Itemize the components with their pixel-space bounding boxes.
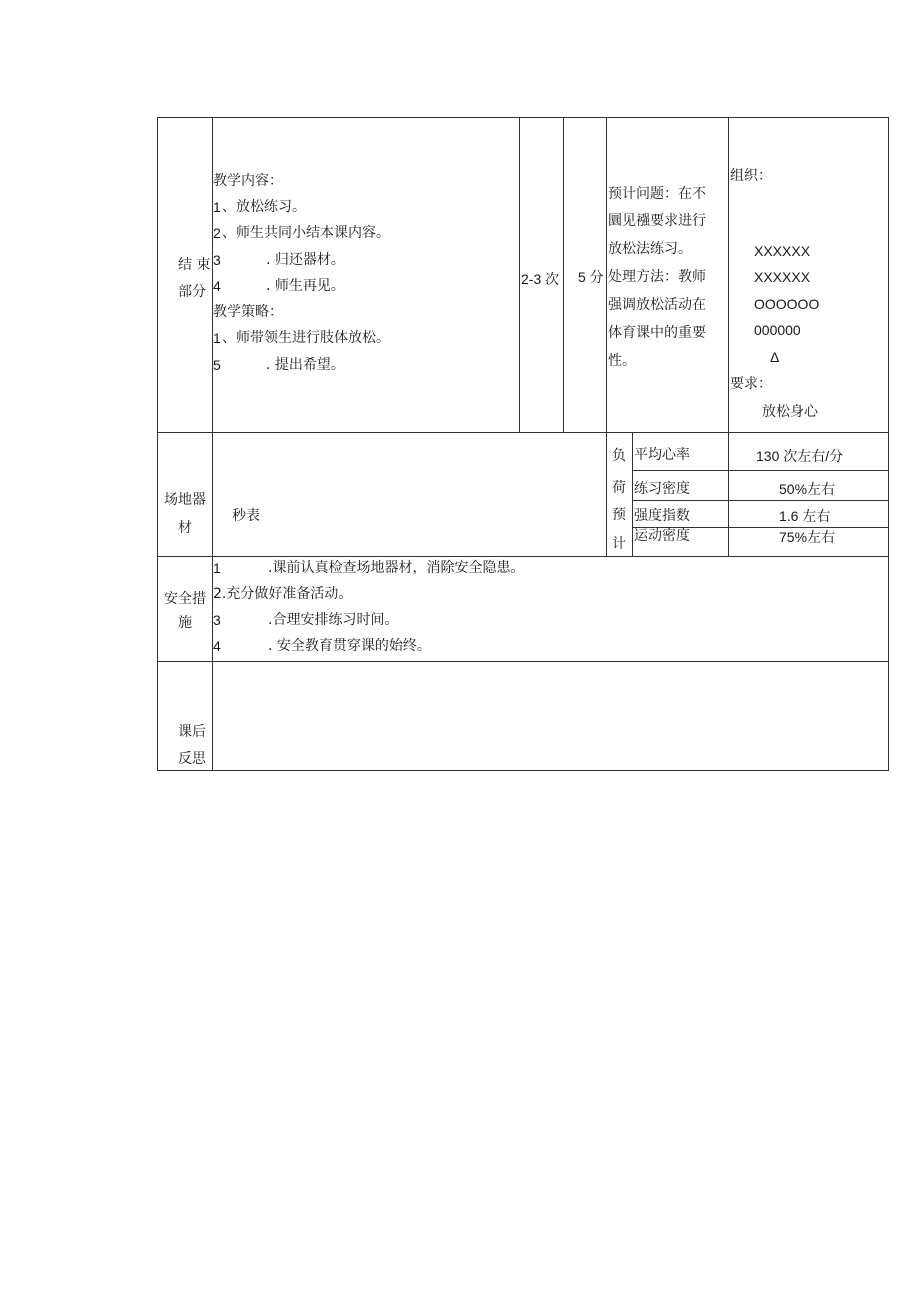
row-divider: [157, 661, 889, 662]
safety-item-text: .合理安排练习时间。: [268, 612, 399, 628]
safety-label-line1: 安全措: [164, 591, 206, 607]
content-item-number: 4: [213, 278, 221, 294]
column-divider: [519, 117, 520, 433]
content-item-text: 、放松练习。: [222, 199, 306, 215]
column-divider: [632, 432, 633, 557]
reflection-label-line1: 课后: [178, 724, 206, 740]
equipment-text: 秒表: [232, 508, 260, 524]
column-divider: [606, 432, 607, 557]
safety-item-number: 1: [213, 560, 221, 576]
content-item-number: 2: [213, 225, 221, 241]
teacher-position-marker: Δ: [770, 349, 780, 365]
table-border-left: [157, 117, 158, 771]
formation-row: XXXXXX: [754, 269, 811, 285]
table-border-bottom: [157, 770, 889, 771]
content-item-text: . 归还器材。: [266, 252, 345, 268]
venue-label-line1: 场地器: [164, 492, 206, 508]
safety-item-text: .课前认真检查场地器材，消除安全隐患。: [268, 560, 525, 576]
safety-item-text: . 安全教育贯穿课的始终。: [268, 638, 431, 654]
handling-method-line: 强调放松活动在: [608, 297, 706, 313]
load-label-char: 荷: [612, 480, 626, 496]
safety-item-number: 3: [213, 612, 221, 628]
safety-label-line2: 施: [178, 615, 192, 631]
metric-name: 运动密度: [634, 528, 690, 544]
handling-method-line: 体育课中的重要: [608, 325, 706, 341]
column-divider: [728, 432, 729, 557]
handling-method-line: 性。: [608, 353, 636, 369]
venue-label-line2: 材: [178, 520, 192, 536]
row-divider: [157, 556, 889, 557]
column-divider: [728, 117, 729, 433]
column-divider: [606, 117, 607, 433]
load-label-char: 负: [612, 448, 626, 464]
table-border-top: [157, 117, 889, 118]
row-divider: [157, 432, 889, 433]
duration: 5 分: [578, 269, 604, 285]
repetitions: 2-3 次: [521, 271, 560, 287]
content-item-text: . 师生再见。: [266, 278, 345, 294]
metric-name: 强度指数: [634, 508, 690, 524]
reflection-label-line2: 反思: [178, 751, 206, 767]
anticipated-problem-line: 预计问题：在不: [608, 186, 706, 202]
anticipated-problem-line: 放松法练习。: [608, 241, 692, 257]
requirement-text: 放松身心: [762, 404, 818, 420]
content-item-number: 3: [213, 252, 221, 268]
metric-name: 练习密度: [634, 481, 690, 497]
column-divider: [563, 117, 564, 433]
load-label-char: 预: [612, 507, 626, 523]
metric-divider: [632, 500, 888, 501]
section-label-line1: 结 束: [178, 257, 211, 273]
content-item-text: 、师生共同小结本课内容。: [222, 225, 390, 241]
strategy-item-number: 5: [213, 357, 221, 373]
metric-value: 50%左右: [779, 481, 836, 497]
formation-row: OOOOOO: [754, 296, 820, 312]
strategy-heading: 教学策略：: [213, 304, 283, 320]
load-label-char: 计: [612, 536, 626, 552]
handling-method-line: 处理方法：教师: [608, 269, 706, 285]
metric-value: 130 次左右/分: [756, 448, 844, 464]
strategy-item-text: . 提出希望。: [266, 357, 345, 373]
organization-label: 组织：: [730, 168, 772, 184]
metric-divider: [632, 470, 888, 471]
metric-name: 平均心率: [634, 447, 690, 463]
safety-item-number: 4: [213, 638, 221, 654]
formation-row: 000000: [754, 322, 801, 338]
section-label-line2: 部分: [178, 284, 206, 300]
requirement-label: 要求：: [730, 376, 772, 392]
safety-item-text: 2.充分做好准备活动。: [213, 586, 353, 602]
strategy-item-number: 1: [213, 330, 221, 346]
formation-row: XXXXXX: [754, 243, 811, 259]
strategy-item-text: 、师带领生进行肢体放松。: [222, 330, 390, 346]
metric-value: 1.6 左右: [779, 508, 831, 524]
content-heading: 教学内容：: [213, 173, 283, 189]
anticipated-problem-line: 圜见襁要求进行: [608, 213, 706, 229]
table-border-right: [888, 117, 889, 771]
content-item-number: 1: [213, 199, 221, 215]
metric-value: 75%左右: [779, 529, 836, 545]
